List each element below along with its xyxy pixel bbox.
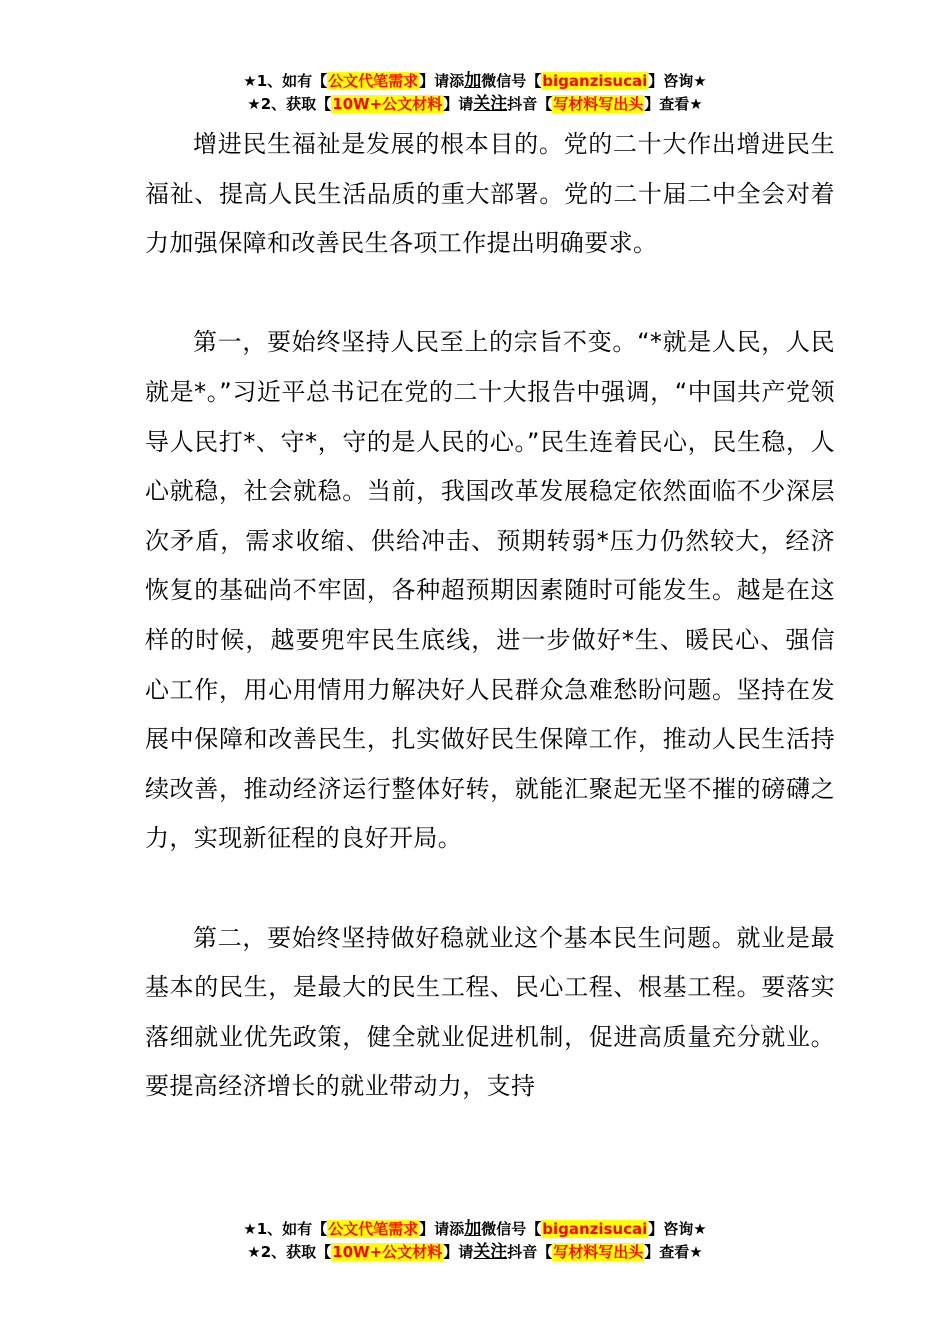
banner-text: 】咨询★	[648, 72, 707, 90]
banner-line-2	[0, 1241, 950, 1264]
banner-text: 微信号【	[481, 1220, 542, 1238]
document-body	[145, 120, 835, 1112]
header-banner	[0, 70, 950, 116]
banner-highlight: 10W+公文材料	[332, 1243, 443, 1261]
banner-text: 】请添	[419, 1220, 465, 1238]
paragraph-intro: 增进民生福祉是发展的根本目的。党的二十大作出增进民生福祉、提高人民生活品质的重大部署。党的二十届二中全会对着力加强保障和改善民生各项工作提出明确要求。	[145, 130, 835, 258]
banner-text: 抖音【	[507, 95, 553, 113]
banner-text: 】请添	[419, 72, 465, 90]
banner-line-1	[0, 1218, 950, 1241]
banner-text: ★2、获取【	[247, 1243, 332, 1261]
banner-text: 】查看★	[644, 1243, 703, 1261]
banner-text: ★2、获取【	[247, 95, 332, 113]
banner-highlight: 公文代笔需求	[328, 1220, 419, 1238]
paragraph-spacer	[145, 864, 835, 914]
paragraph-spacer	[145, 269, 835, 319]
banner-text: 】咨询★	[648, 1220, 707, 1238]
banner-text: 微信号【	[481, 72, 542, 90]
banner-text: 】请	[443, 95, 474, 113]
banner-text: ★1、如有【	[243, 1220, 328, 1238]
banner-highlight: 公文代笔需求	[328, 72, 419, 90]
banner-emphasis: 关注	[473, 94, 508, 114]
banner-line-2	[0, 93, 950, 116]
banner-text: 抖音【	[507, 1243, 553, 1261]
banner-text: ★1、如有【	[243, 72, 328, 90]
banner-emphasis: 加	[464, 71, 482, 91]
banner-highlight: 写材料写出头	[553, 1243, 644, 1261]
banner-text: 】请	[443, 1243, 474, 1261]
paragraph-first: 第一，要始终坚持人民至上的宗旨不变。“*就是人民，人民就是*。”习近平总书记在党的二十大报告中强调，“中国共产党领导人民打*、守*，守的是人民的心。”民生连着民心，民生稳，人心就稳，社会就稳。当前，我国改革发展稳定依然面临不少深层次矛盾，需求收缩、供给冲击、预期转弱*压力仍然较大，经济恢复的基础尚不牢固，各种超预期因素随时可能发生。越是在这样的时候，越要兜牢民生底线，进一步做好*生、暖民心、强信心工作，用心用情用力解决好人民群众急难愁盼问题。坚持在发展中保障和改善民生，扎实做好民生保障工作，推动人民生活持续改善，推动经济运行整体好转，就能汇聚起无坚不摧的磅礴之力，实现新征程的良好开局。	[145, 328, 835, 853]
banner-emphasis: 关注	[473, 1242, 508, 1262]
banner-highlight: biganzisucai	[542, 72, 648, 90]
banner-text: 】查看★	[644, 95, 703, 113]
banner-line-1	[0, 70, 950, 93]
banner-emphasis: 加	[464, 1219, 482, 1239]
paragraph-second: 第二，要始终坚持做好稳就业这个基本民生问题。就业是最基本的民生，是最大的民生工程、民心工程、根基工程。要落实落细就业优先政策，健全就业促进机制，促进高质量充分就业。要提高经济增长的就业带动力，支持	[145, 923, 835, 1101]
banner-highlight: biganzisucai	[542, 1220, 648, 1238]
banner-highlight: 10W+公文材料	[332, 95, 443, 113]
footer-banner	[0, 1218, 950, 1264]
banner-highlight: 写材料写出头	[553, 95, 644, 113]
